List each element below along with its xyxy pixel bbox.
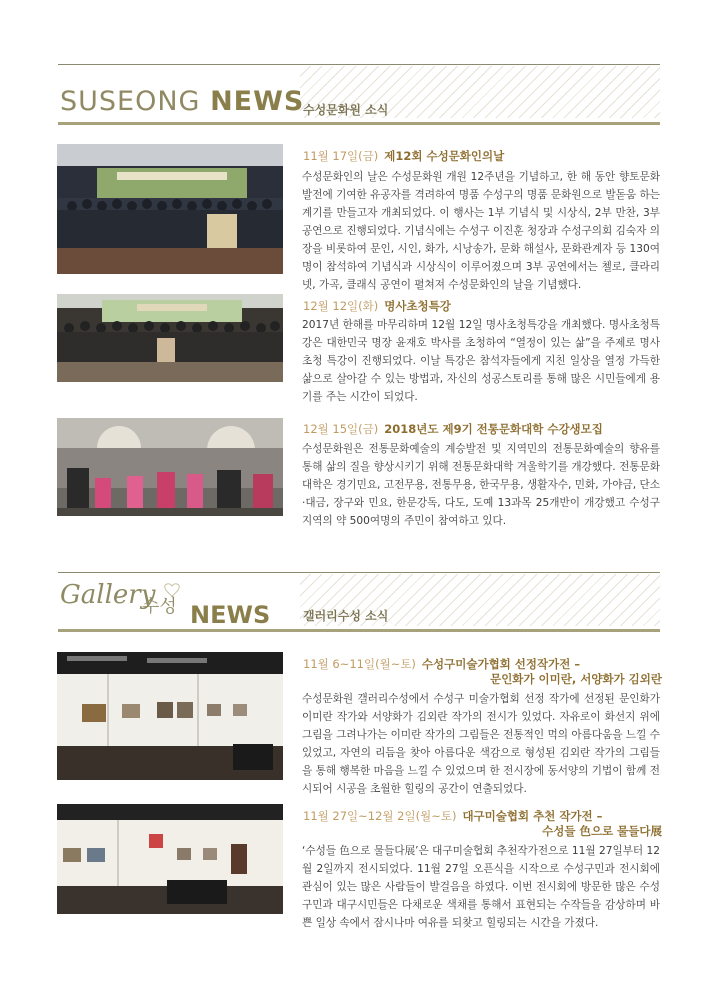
gallery-article-body-1: 수성문화원 갤러리수성에서 수성구 미술가협회 선정 작가에 선정된 문인화가 이미란 작가와 서양화가 김외란 작가의 전시가 있었다. 자유로이 화선지 위에 그림을 그려나가는 이미란 작가의 그림들은 전통적인 먹의 아름다움을 느낄 수 있었고, 자연의 리듬을 찾아 아름다운 색감으로 형성된 김외란 작가의 그림들을 통해 행복한 마음을 느낄 수 있었으며 한 전시장에 동서양의 기법이 함께 전시되어 시공을 초월한 힐링의 공간이 연출되었다.: [302, 693, 660, 795]
article-date: 11월 6~11일(월~토): [303, 657, 416, 671]
top-rule: [58, 64, 660, 65]
photo-lecture-group: [57, 294, 283, 382]
photo-gallery-exhibit-2: [57, 804, 283, 914]
photo-culture-day-group: [57, 144, 283, 274]
photo-gallery-exhibit-1: [57, 652, 283, 780]
article-title: 명사초청특강: [384, 299, 451, 313]
article-head-3: [303, 421, 603, 437]
article-date: 11월 27일~12월 2일(월~토): [303, 809, 457, 823]
gallery-article-body-2: ‘수성들 色으로 물들다展’은 대구미술협회 추천작가전으로 11월 27일부터 12월 2일까지 전시되었다. 11월 27일 오픈식을 시작으로 수성구민과 전시회에 관심이 있는 많은 사람들이 발걸음을 하였다. 이번 전시회에 방문한 많은 수성구민과 대구시민들은 다채로운 색채를 통해서 표현되는 수작들을 감상하며 바쁜 일상 속에서 잠시나마 여유를 되찾고 힐링되는 시간을 가졌다.: [302, 845, 661, 929]
article-body-3: 수성문화원은 전통문화예술의 계승발전 및 지역민의 전통문화예술의 향유를 통해 삶의 질을 향상시키기 위해 전통문화대학 겨울학기를 개강했다. 전통문화대학은 경기민요, 고전무용, 전통무용, 한국무용, 생활자수, 민화, 가야금, 단소·대금, 장구와 민요, 한문강독, 다도, 도예 13과목 25개반이 개강했고 수성구 지역의 약 500여명의 주민이 참여하고 있다.: [302, 443, 660, 527]
section-title-suseong: [60, 86, 304, 117]
title-bold: NEWS: [210, 86, 305, 117]
title-light: SUSEONG: [60, 86, 201, 117]
gallery-article-title-line2-2: 수성들 色으로 물들다展: [542, 824, 662, 838]
gallery-top-rule: [58, 572, 660, 573]
group-photo-image: [57, 144, 283, 274]
gallery-photo-image-1: [57, 652, 283, 780]
gallery-title-script: Gallery: [60, 580, 156, 610]
heart-icon: [162, 582, 182, 601]
article-title-line1: 대구미술협회 추천 작가전 –: [462, 809, 603, 823]
article-title: 2018년도 제9기 전통문화대학 수강생모집: [384, 422, 603, 436]
gallery-photo-image-2: [57, 804, 283, 914]
gallery-article-title-line2-1: 문인화가 이미란, 서양화가 김외란: [490, 672, 662, 686]
gallery-article-head-1: [303, 656, 580, 672]
article-title-line1: 수성구미술가협회 선정작가전 –: [421, 657, 581, 671]
photo-traditional-dance: [57, 418, 283, 516]
article-body-2: 2017년 한해를 마무리하며 12월 12일 명사초청특강을 개최했다. 명사초청특강은 대한민국 명장 윤재호 박사를 초청하여 “열정이 있는 삶”을 주제로 명사초청 특강이 진행되었다. 이날 특강은 참석자들에게 지친 일상을 열정 가득한 삶으로 살아갈 수 있는 방법과, 자신의 성공스토리를 통해 많은 시민들에게 용기를 주는 시간이 되었다.: [302, 319, 660, 403]
article-date: 12월 12일(화): [303, 299, 379, 313]
gallery-article-head-2: [303, 808, 602, 824]
gallery-title-korean: 수성: [142, 596, 177, 617]
article-head-1: [303, 148, 504, 164]
dance-photo-image: [57, 418, 283, 516]
section-subtitle-suseong: 수성문화원 소식: [303, 103, 389, 117]
section-subtitle-gallery: 갤러리수성 소식: [303, 609, 389, 623]
gallery-thick-rule: [58, 629, 660, 632]
header-thick-rule: [58, 122, 660, 125]
gallery-title-bold: NEWS: [190, 601, 271, 629]
article-date: 12월 15일(금): [303, 422, 379, 436]
article-body-1: 수성문화인의 날은 수성문화원 개원 12주년을 기념하고, 한 해 동안 향토문화발전에 기여한 유공자를 격려하여 명품 수성구의 명품 문화원으로 발돋움 하는 계기를 만들고자 개최되었다. 이 행사는 1부 기념식 및 시상식, 2부 만찬, 3부 공연으로 진행되었다. 기념식에는 수성구 이진훈 청장과 수성구의회 김숙자 의장을 비롯하여 문인, 시인, 화가, 시낭송가, 문화 해설사, 문화관계자 등 130여명이 참석하여 기념식과 시상식이 이루어졌으며 3부 공연에서는 첼로, 클라리넷, 가곡, 클래식 공연이 펼쳐져 수성문화인의 날을 기념했다.: [302, 171, 660, 291]
article-head-2: [303, 298, 451, 314]
article-title: 제12회 수성문화인의날: [384, 149, 505, 163]
article-date: 11월 17일(금): [303, 149, 379, 163]
lecture-photo-image: [57, 294, 283, 382]
